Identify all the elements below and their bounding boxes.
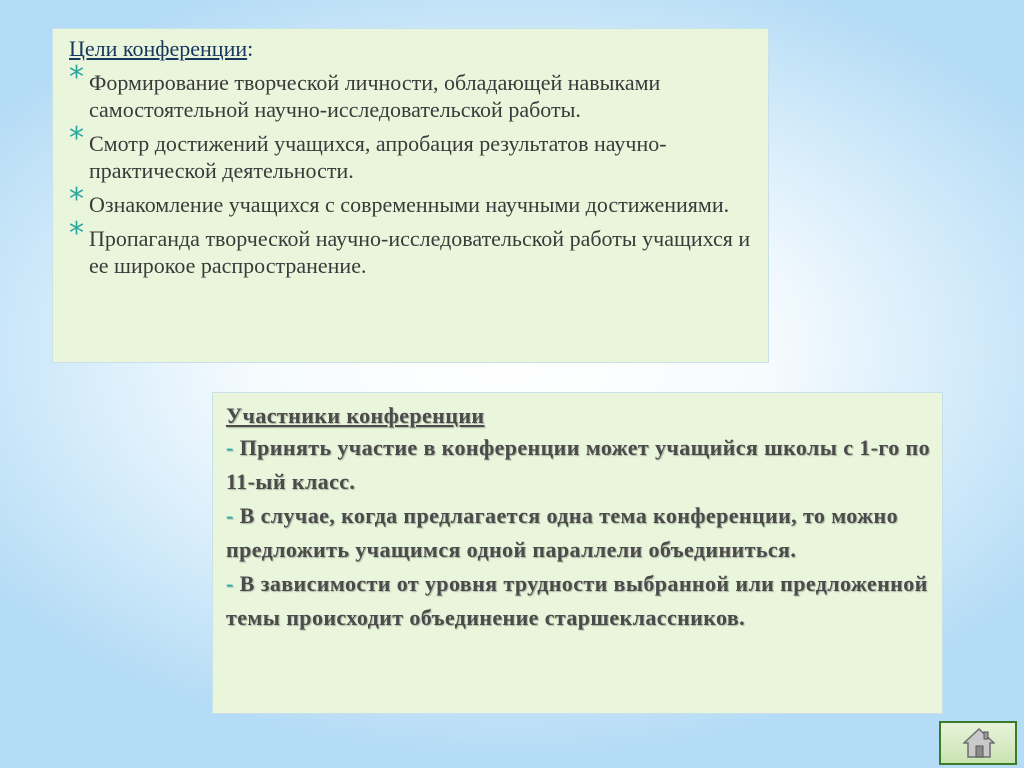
goals-title-colon: : — [247, 36, 254, 61]
goals-panel — [52, 28, 769, 363]
participant-text: В зависимости от уровня трудности выбранной или предложенной темы происходит объединение старшеклассников. — [226, 571, 928, 630]
home-button[interactable] — [939, 721, 1017, 765]
goals-heading — [69, 35, 768, 63]
participant-item — [226, 499, 942, 567]
goal-item — [69, 182, 768, 218]
goal-item — [69, 60, 768, 123]
participant-text: В случае, когда предлагается одна тема конференции, то можно предложить учащимся одной параллели объединиться. — [226, 503, 898, 562]
participant-item — [226, 567, 942, 635]
asterisk-bullet-icon: * — [69, 121, 84, 156]
goal-text: Формирование творческой личности, обладающей навыками самостоятельной научно-исследовательской работы. — [89, 70, 661, 122]
asterisk-bullet-icon: * — [69, 60, 84, 95]
goal-text: Ознакомление учащихся с современными научными достижениями. — [89, 192, 730, 217]
participants-panel — [212, 392, 943, 714]
asterisk-bullet-icon: * — [69, 216, 84, 251]
dash-bullet-icon: - — [226, 571, 234, 596]
asterisk-bullet-icon: * — [69, 182, 84, 217]
goal-item — [69, 121, 768, 184]
participant-text: Принять участие в конференции может учащийся школы с 1-го по 11-ый класс. — [226, 435, 931, 494]
goal-text: Пропаганда творческой научно-исследовательской работы учащихся и ее широкое распространение. — [89, 226, 751, 278]
participants-title: Участники конференции — [226, 403, 485, 428]
home-icon — [963, 727, 995, 759]
goal-text: Смотр достижений учащихся, апробация результатов научно-практической деятельности. — [89, 131, 667, 183]
dash-bullet-icon: - — [226, 503, 234, 528]
dash-bullet-icon: - — [226, 435, 234, 460]
goal-item — [69, 216, 768, 279]
goals-title: Цели конференции — [69, 36, 248, 61]
participant-item — [226, 431, 942, 499]
